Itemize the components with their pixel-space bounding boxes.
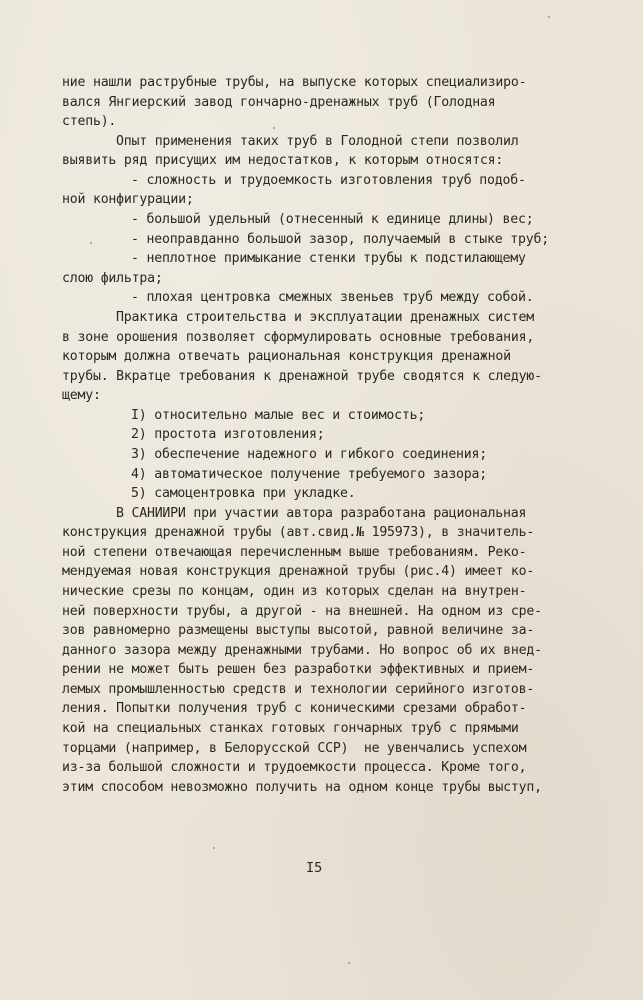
paper-speck [548, 16, 550, 18]
text-line: ления. Попытки получения труб с коническими срезами обработ- [62, 701, 527, 716]
list-item: 4) автоматическое получение требуемого зазора; [131, 467, 488, 482]
text-line: В САНИИРИ при участии автора разработана рациональная [116, 506, 527, 521]
list-item: 2) простота изготовления; [131, 427, 325, 442]
text-line: конструкция дренажной трубы (авт.свид.№ 195973), в значитель- [62, 525, 535, 540]
text-line: степь). [62, 114, 117, 129]
list-item: - неоправданно большой зазор, получаемый в стыке труб; [131, 232, 549, 247]
text-line: щему: [62, 388, 101, 403]
text-line: кой на специальных станках готовых гончарных труб с прямыми [62, 721, 519, 736]
list-item: - большой удельный (отнесенный к единице длины) вес; [131, 212, 534, 227]
list-item: - плохая центровка смежных звеньев труб между собой. [131, 290, 534, 305]
text-line: рении не может быть решен без разработки эффективных и прием- [62, 662, 535, 677]
text-line: в зоне орошения позволяет сформулировать основные требования, [62, 330, 535, 345]
text-line: вался Янгиерский завод гончарно-дренажных труб (Голодная [62, 95, 496, 110]
text-line: торцами (например, в Белорусской ССР) не увенчались успехом [62, 741, 527, 756]
list-item: I) относительно малые вес и стоимость; [131, 408, 426, 423]
text-line: Опыт применения таких труб в Голодной степи позволил [116, 134, 519, 149]
paper-speck [90, 242, 92, 244]
text-line: нические срезы по концам, один из которых сделан на внутрен- [62, 584, 527, 599]
text-line: ние нашли раструбные трубы, на выпуске которых специализиро- [62, 75, 527, 90]
text-line: этим способом невозможно получить на одном конце трубы выступ, [62, 780, 542, 795]
text-line: трубы. Вкратце требования к дренажной трубе сводятся к следую- [62, 369, 542, 384]
list-item: 3) обеспечение надежного и гибкого соединения; [131, 447, 488, 462]
text-line: лемых промышленностью средств и технологии серийного изготов- [62, 682, 535, 697]
page-number: I5 [306, 860, 323, 876]
text-line: выявить ряд присущих им недостатков, к которым относятся: [62, 153, 504, 168]
text-line: Практика строительства и эксплуатации дренажных систем [116, 310, 534, 325]
text-line: зов равномерно размещены выступы высотой, равной величине за- [62, 623, 535, 638]
text-line: из-за большой сложности и трудоемкости процесса. Кроме того, [62, 760, 527, 775]
text-line: данного зазора между дренажными трубами. Но вопрос об их внед- [62, 643, 542, 658]
text-line: слою фильтра; [62, 271, 163, 286]
text-line: ной конфигурации; [62, 192, 194, 207]
text-line: мендуемая новая конструкция дренажной трубы (рис.4) имеет ко- [62, 564, 535, 579]
text-line: ной степени отвечающая перечисленным выше требованиям. Реко- [62, 545, 527, 560]
text-line: ней поверхности трубы, а другой - на внешней. На одном из сре- [62, 604, 542, 619]
paper-speck [273, 127, 275, 129]
list-item: 5) самоцентровка при укладке. [131, 486, 356, 501]
list-item: - сложность и трудоемкость изготовления труб подоб- [131, 173, 526, 188]
paper-speck [348, 962, 350, 964]
paper-speck [213, 847, 215, 849]
list-item: - неплотное примыкание стенки трубы к подстилающему [131, 251, 526, 266]
text-line: которым должна отвечать рациональная конструкция дренажной [62, 349, 511, 364]
